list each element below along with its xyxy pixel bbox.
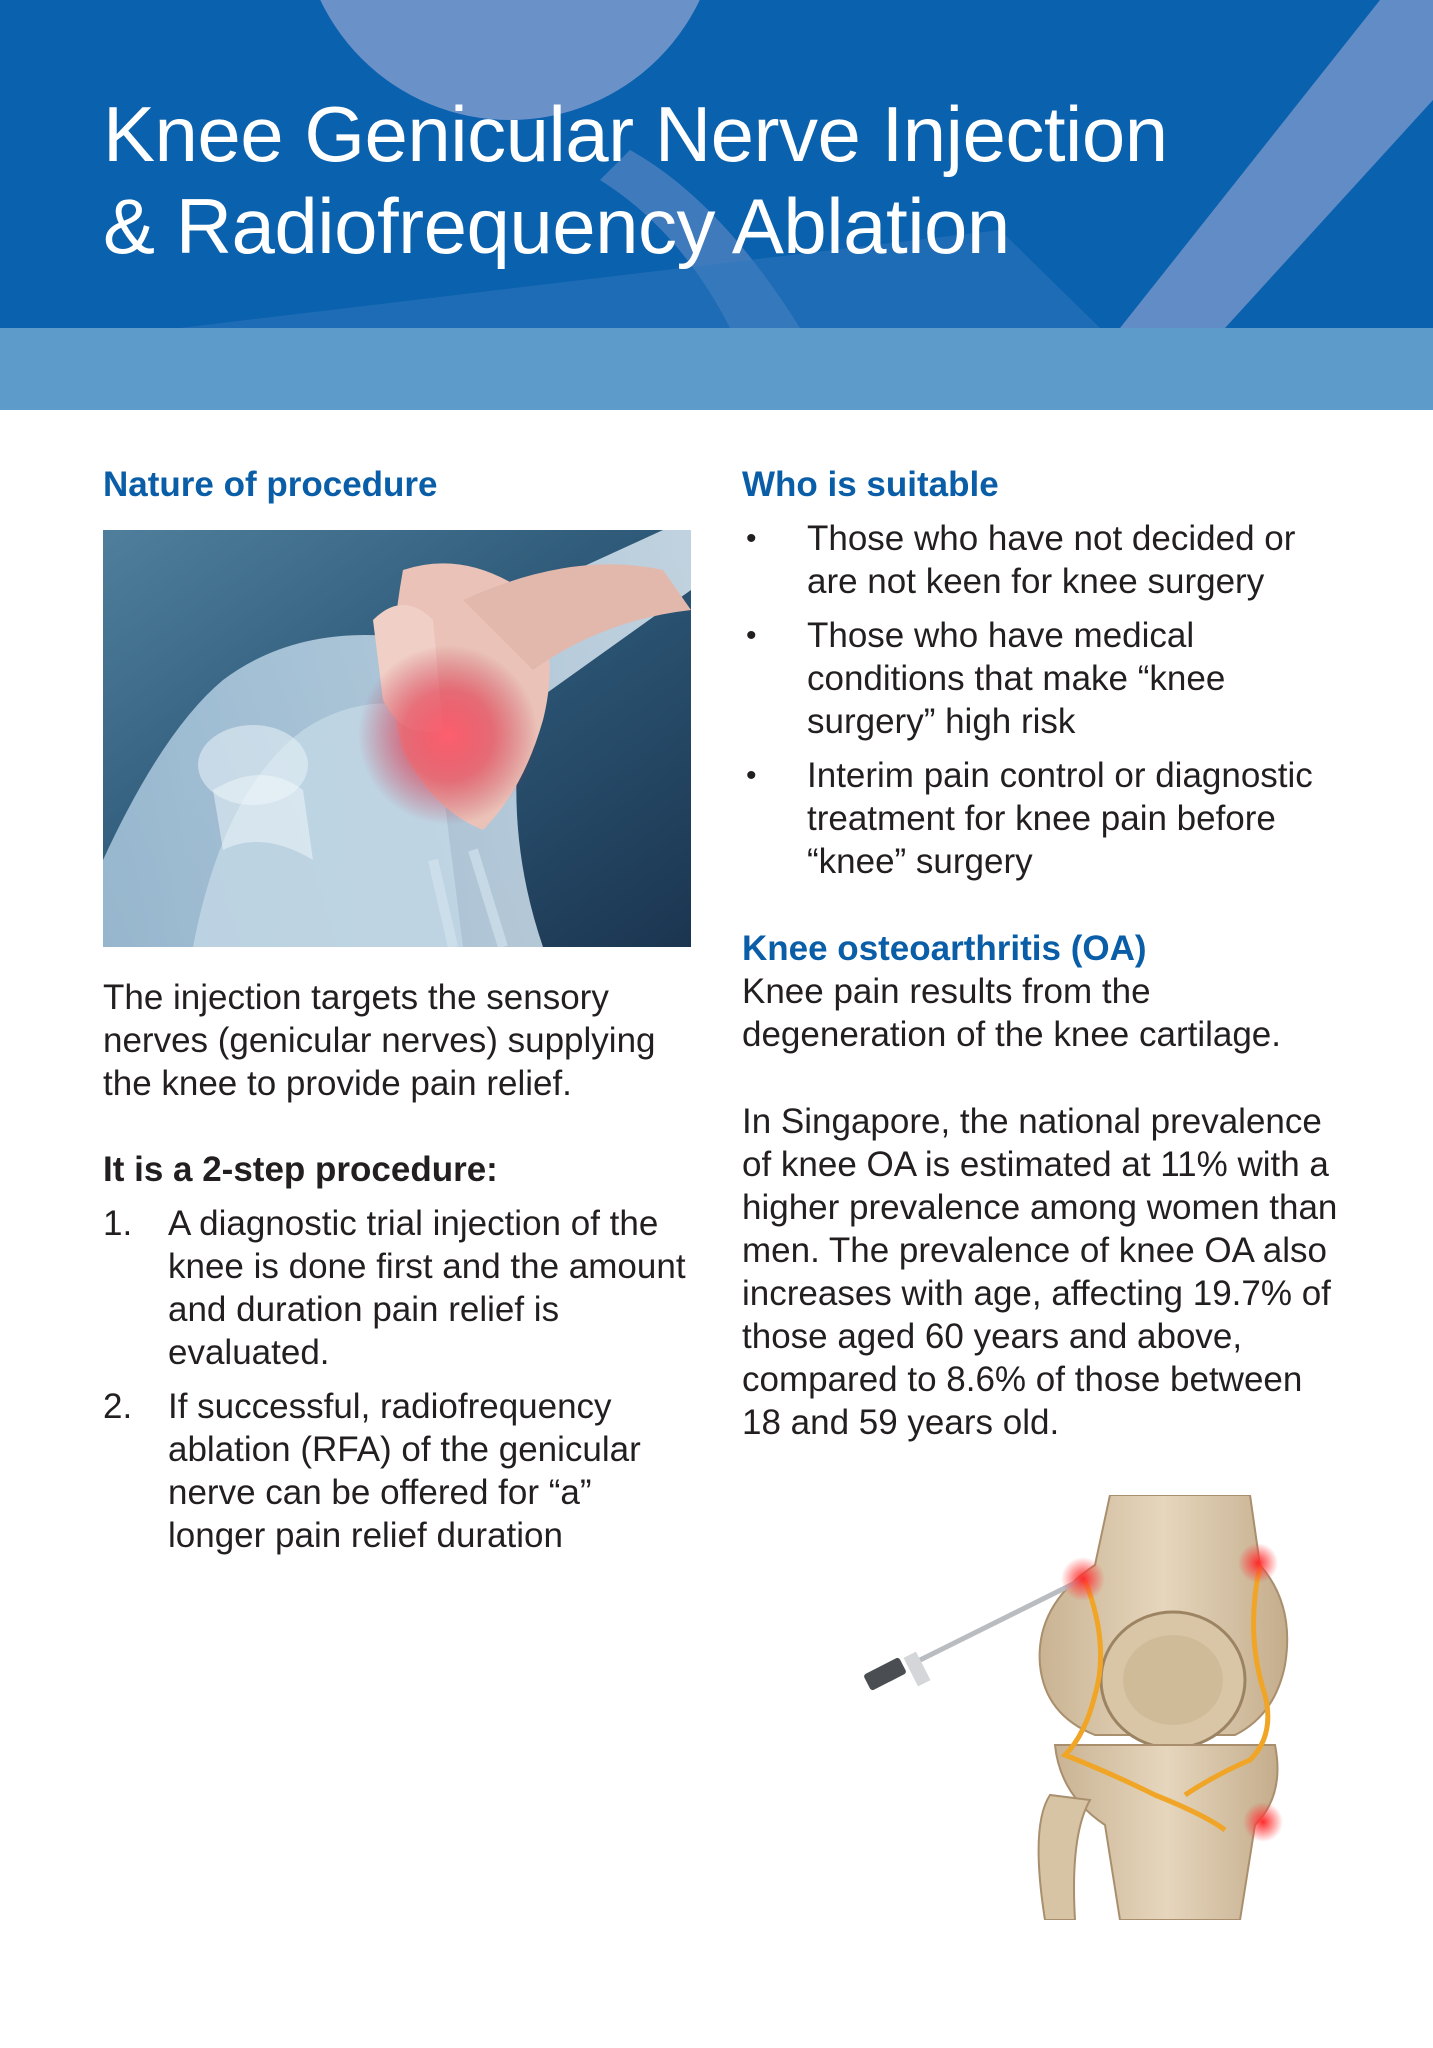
step-text: If successful, radiofrequency ablation (RFA) of the genicular nerve can be offered for “a” longer pain relief duration — [168, 1387, 641, 1555]
step-number: 2. — [103, 1387, 133, 1426]
suitable-text: Interim pain control or diagnostic treatment for knee pain before “knee” surgery — [807, 756, 1313, 881]
bullet-icon: • — [746, 522, 757, 555]
header-band — [0, 328, 1433, 410]
oa-paragraph-2: In Singapore, the national prevalence of knee OA is estimated at 11% with a higher prevalence among women than men. The prevalence of knee OA also increases with age, affecting 19.7% of those aged 60 years and above, compared to 8.6% of those between 18 and 59 years old. — [742, 1102, 1338, 1442]
page-title — [103, 88, 1168, 272]
suitable-item — [742, 754, 1342, 883]
steps-list — [103, 1202, 693, 1568]
steps-heading: It is a 2-step procedure: — [103, 1150, 498, 1189]
oa-paragraph-1: Knee pain results from the degeneration of the knee cartilage. — [742, 972, 1281, 1054]
step-text: A diagnostic trial injection of the knee is done first and the amount and duration pain relief is evaluated. — [168, 1204, 686, 1372]
title-line-2: & Radiofrequency Ablation — [103, 182, 1010, 270]
knee-pain-xray-photo — [103, 530, 691, 947]
suitable-heading: Who is suitable — [742, 465, 999, 504]
suitable-list — [742, 517, 1342, 894]
suitable-item — [742, 614, 1342, 743]
step-number: 1. — [103, 1204, 133, 1243]
step-item — [103, 1202, 693, 1374]
knee-nerve-needle-illustration — [855, 1495, 1305, 1920]
header-banner — [0, 0, 1433, 328]
suitable-text: Those who have not decided or are not keen for knee surgery — [807, 519, 1296, 601]
suitable-text: Those who have medical conditions that make “knee surgery” high risk — [807, 616, 1226, 741]
suitable-item — [742, 517, 1342, 603]
nature-intro: The injection targets the sensory nerves (genicular nerves) supplying the knee to provide pain relief. — [103, 978, 656, 1103]
oa-heading: Knee osteoarthritis (OA) — [742, 929, 1147, 968]
bullet-icon: • — [746, 759, 757, 792]
title-line-1: Knee Genicular Nerve Injection — [103, 90, 1168, 178]
step-item — [103, 1385, 693, 1557]
nature-heading: Nature of procedure — [103, 465, 438, 504]
bullet-icon: • — [746, 619, 757, 652]
